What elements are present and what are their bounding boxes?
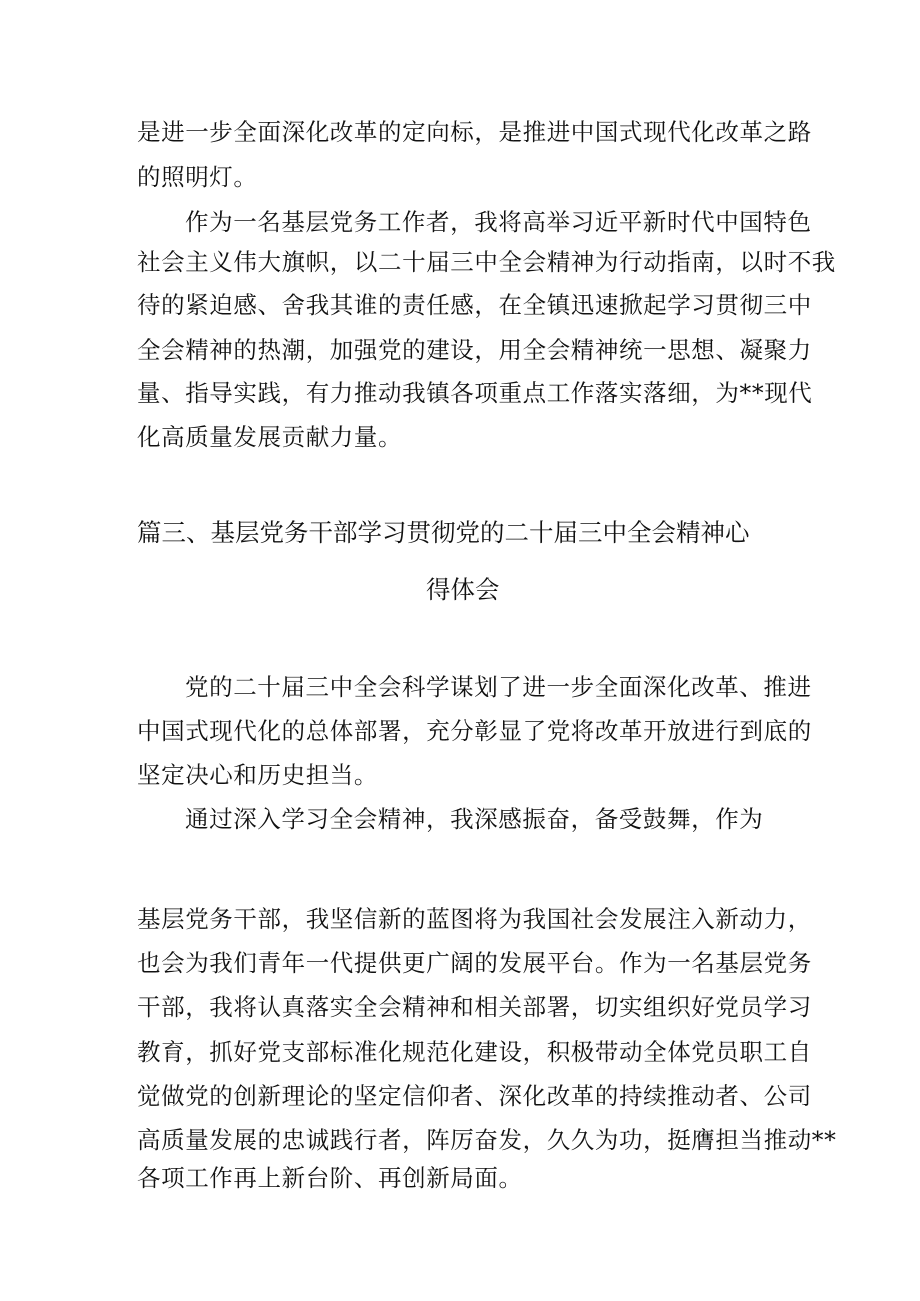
paragraph-line: 通过深入学习全会精神，我深感振奋，备受鼓舞，作为 [185,805,764,833]
paragraph-line: 教育，抓好党支部标准化规范化建设，积极带动全体党员职工自 [137,1038,812,1066]
paragraph-line: 待的紧迫感、舍我其谁的责任感，在全镇迅速掀起学习贯彻三中 [137,291,812,319]
paragraph-line: 是进一步全面深化改革的定向标，是推进中国式现代化改革之路 [137,118,812,146]
paragraph-line: 化高质量发展贡献力量。 [137,423,403,451]
paragraph-line: 党的二十届三中全会科学谋划了进一步全面深化改革、推进 [185,673,812,701]
paragraph-line: 中国式现代化的总体部署，充分彰显了党将改革开放进行到底的 [137,717,812,745]
paragraph-line: 基层党务干部，我坚信新的蓝图将为我国社会发展注入新动力， [137,905,812,933]
paragraph-line: 的照明灯。 [137,163,258,191]
paragraph-line: 量、指导实践，有力推动我镇各项重点工作落实落细，为**现代 [137,379,813,407]
paragraph-line: 也会为我们青年一代提供更广阔的发展平台。作为一名基层党务 [137,949,812,977]
paragraph-line: 各项工作再上新台阶、再创新局面。 [137,1164,523,1192]
paragraph-line: 高质量发展的忠诚践行者，阵厉奋发，久久为功，挺膺担当推动** [137,1126,837,1154]
paragraph-line: 干部，我将认真落实全会精神和相关部署，切实组织好党员学习 [137,993,812,1021]
section-heading-continued: 得体会 [426,575,500,604]
paragraph-line: 觉做党的创新理论的坚定信仰者、深化改革的持续推动者、公司 [137,1082,812,1110]
paragraph-line: 作为一名基层党务工作者，我将高举习近平新时代中国特色 [185,208,812,236]
section-heading: 篇三、基层党务干部学习贯彻党的二十届三中全会精神心 [137,518,750,547]
paragraph-line: 全会精神的热潮，加强党的建设，用全会精神统一思想、凝聚力 [137,336,812,364]
paragraph-line: 坚定决心和历史担当。 [137,761,378,789]
paragraph-line: 社会主义伟大旗帜，以二十届三中全会精神为行动指南，以时不我 [137,248,836,276]
